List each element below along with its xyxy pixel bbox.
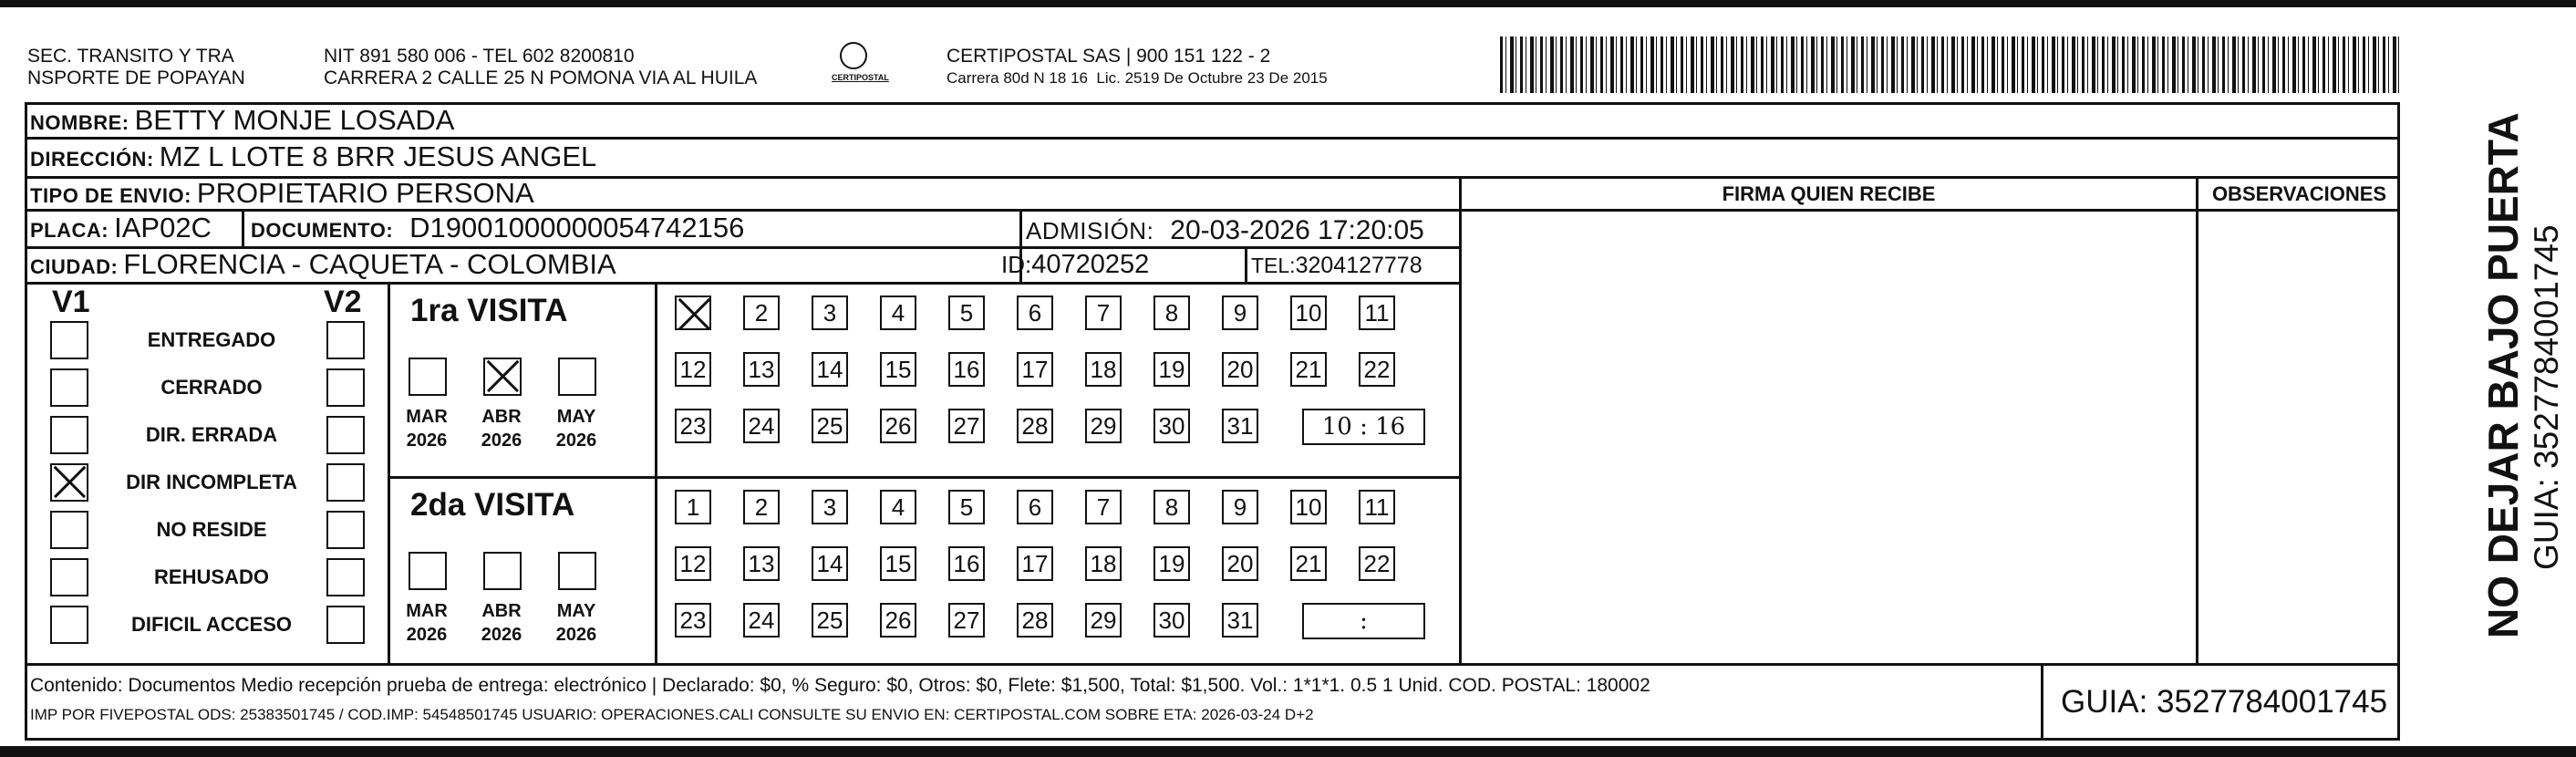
observations-area[interactable] (2198, 212, 2400, 663)
address-line: CARRERA 2 CALLE 25 N POMONA VIA AL HUILA (324, 67, 758, 88)
day-box[interactable]: 4 (880, 490, 916, 524)
day-box[interactable]: 25 (812, 409, 848, 443)
day-box[interactable]: 15 (880, 546, 916, 581)
month-name: MAY (556, 601, 596, 621)
time-box[interactable]: 10 : 16 (1302, 409, 1425, 445)
month-checkbox[interactable] (558, 358, 596, 396)
direccion-label: DIRECCIÓN: (30, 148, 154, 171)
id-row (1001, 250, 1149, 280)
id-label: ID: (1001, 251, 1032, 278)
month-name: ABR (481, 601, 522, 621)
admision-value: 20-03-2026 17:20:05 (1170, 215, 1424, 245)
nit-line: NIT 891 580 006 - TEL 602 8200810 (324, 46, 635, 67)
month-year: 2026 (406, 625, 448, 645)
day-box[interactable]: 21 (1290, 546, 1327, 581)
day-box[interactable]: 16 (948, 546, 985, 581)
day-box[interactable]: 19 (1154, 352, 1190, 387)
month-year: 2026 (555, 430, 597, 451)
placa-divider (242, 209, 244, 246)
day-box[interactable]: 26 (880, 409, 916, 443)
status-label: DIR INCOMPLETA (126, 471, 297, 493)
day-box[interactable]: 16 (948, 352, 985, 387)
tel-label: TEL: (1251, 254, 1296, 277)
v2-checkbox[interactable] (326, 368, 365, 407)
side-guia: GUIA: 3527784001745 (2528, 224, 2565, 570)
month-checkbox[interactable] (558, 552, 596, 590)
observaciones-header: OBSERVACIONES (2211, 182, 2387, 205)
ciudad-value: FLORENCIA - CAQUETA - COLOMBIA (123, 248, 616, 280)
v2-checkbox[interactable] (326, 558, 365, 596)
row-line (25, 137, 2400, 140)
status-visit-divider (388, 282, 390, 663)
month-name: MAR (406, 601, 448, 621)
day-box[interactable]: 24 (743, 409, 780, 443)
visit-title: 1ra VISITA (410, 293, 568, 328)
month-label (549, 405, 604, 452)
day-box[interactable]: 2 (743, 490, 780, 524)
day-box[interactable]: 5 (948, 490, 985, 524)
status-label: DIR. ERRADA (145, 423, 278, 446)
status-label: ENTREGADO (147, 328, 276, 351)
v1-checkbox[interactable] (50, 511, 88, 549)
day-box[interactable]: 29 (1085, 603, 1122, 638)
v2-checkbox[interactable] (326, 511, 365, 549)
company-address: Carrera 80d N 18 16 Lic. 2519 De Octubre 23 De 2015 (947, 69, 1328, 87)
day-box[interactable]: 23 (675, 409, 711, 443)
day-box[interactable]: 7 (1085, 296, 1122, 330)
status-label: NO RESIDE (156, 518, 267, 541)
day-box[interactable]: 14 (812, 546, 848, 581)
documento-value: D19001000000054742156 (409, 212, 745, 244)
barcode (1500, 36, 2403, 93)
tel-divider (1245, 246, 1247, 282)
visit-divider (388, 476, 1459, 479)
day-box[interactable]: 27 (948, 409, 985, 443)
day-box[interactable]: 11 (1359, 296, 1395, 330)
tipo-row (30, 177, 534, 210)
certipostal-logo-icon (840, 42, 867, 69)
ciudad-label: CIUDAD: (30, 255, 119, 278)
placa-value: IAP02C (114, 212, 212, 244)
status-label: CERRADO (160, 376, 263, 399)
day-box[interactable]: 14 (812, 352, 848, 387)
day-box[interactable]: 6 (1017, 490, 1053, 524)
day-box[interactable]: 19 (1154, 546, 1190, 581)
status-label: DIFICIL ACCESO (130, 613, 292, 636)
month-label (474, 599, 529, 647)
month-year: 2026 (481, 625, 522, 645)
month-name: MAR (406, 407, 448, 427)
month-checkbox[interactable] (409, 358, 447, 396)
placa-label: PLACA: (30, 219, 109, 242)
day-box[interactable]: 28 (1017, 409, 1053, 443)
top-border (0, 0, 2576, 7)
day-box[interactable]: 8 (1154, 296, 1190, 330)
v2-label: V2 (324, 285, 362, 319)
day-box[interactable]: 8 (1154, 490, 1190, 524)
day-box[interactable]: 18 (1085, 546, 1122, 581)
admision-label: ADMISIÓN: (1026, 217, 1154, 244)
v1-label: V1 (52, 285, 90, 319)
day-box[interactable]: 15 (880, 352, 916, 387)
day-box[interactable]: 26 (880, 603, 916, 638)
month-label (399, 405, 454, 452)
nombre-value: BETTY MONJE LOSADA (134, 104, 455, 136)
day-box[interactable]: 5 (948, 296, 985, 330)
footer-imp: IMP POR FIVEPOSTAL ODS: 25383501745 / COD.IMP: 54548501745 USUARIO: OPERACIONES.CALI CONSULTE SU ENVIO EN: CERTIPOSTAL.COM SOBRE ETA: 2026-03-24 D+2 (30, 706, 1314, 723)
day-box[interactable]: 31 (1222, 603, 1258, 638)
v2-checkbox[interactable] (326, 416, 365, 454)
day-box[interactable]: 13 (743, 352, 780, 387)
company-line: CERTIPOSTAL SAS | 900 151 122 - 2 (947, 46, 1271, 67)
ciudad-row (30, 248, 616, 281)
firma-header: FIRMA QUIEN RECIBE (1722, 182, 1936, 205)
day-box[interactable]: 22 (1359, 352, 1395, 387)
month-checkbox[interactable] (483, 358, 522, 396)
placa-row (30, 212, 212, 244)
months-days-divider (655, 282, 657, 663)
month-year: 2026 (406, 430, 448, 451)
day-box[interactable]: 11 (1359, 490, 1395, 524)
direccion-value: MZ L LOTE 8 BRR JESUS ANGEL (159, 140, 597, 172)
day-box[interactable]: 12 (675, 352, 711, 387)
visit-title: 2da VISITA (410, 487, 575, 523)
day-box[interactable]: 7 (1085, 490, 1122, 524)
day-box[interactable]: 18 (1085, 352, 1122, 387)
day-box[interactable]: 10 (1290, 296, 1327, 330)
day-box[interactable]: 28 (1017, 603, 1053, 638)
day-box[interactable]: 20 (1222, 352, 1258, 387)
side-warning: NO DEJAR BAJO PUERTA (2479, 112, 2527, 638)
day-box[interactable]: 3 (812, 296, 848, 330)
day-box[interactable]: 22 (1359, 546, 1395, 581)
day-box[interactable]: 17 (1017, 546, 1053, 581)
day-box[interactable]: 9 (1222, 490, 1258, 524)
day-box[interactable]: 3 (812, 490, 848, 524)
day-box[interactable]: 10 (1290, 490, 1327, 524)
month-year: 2026 (481, 430, 522, 451)
status-label: REHUSADO (154, 565, 269, 588)
month-name: ABR (481, 407, 522, 427)
signature-area[interactable] (1462, 212, 2196, 663)
tipo-value: PROPIETARIO PERSONA (196, 177, 534, 209)
footer-guia: GUIA: 3527784001745 (2061, 684, 2388, 720)
day-box[interactable]: 25 (812, 603, 848, 638)
time-box[interactable]: : (1302, 603, 1425, 639)
logo-text: CERTIPOSTAL (832, 73, 889, 82)
footer-contenido: Contenido: Documentos Medio recepción prueba de entrega: electrónico | Declarado: $0, % Seguro: $0, Otros: $0, Flete: $1,500, Total: $1,500. Vol.: 1*1*1. 0.5 1 Unid. COD. POSTAL: 180002 (30, 675, 1650, 696)
day-box[interactable]: 31 (1222, 409, 1258, 443)
nombre-row (30, 104, 454, 137)
v1-checkbox[interactable] (50, 606, 88, 644)
day-box[interactable]: 21 (1290, 352, 1327, 387)
day-box[interactable]: 17 (1017, 352, 1053, 387)
v1-checkbox[interactable] (50, 321, 88, 359)
id-value: 40720252 (1031, 250, 1150, 279)
v2-checkbox[interactable] (326, 606, 365, 644)
bottom-border (0, 746, 2576, 757)
month-label (399, 599, 454, 647)
month-label (549, 599, 604, 647)
tipo-label: TIPO DE ENVIO: (30, 184, 191, 207)
sender-name-1: SEC. TRANSITO Y TRA (27, 46, 234, 67)
v2-checkbox[interactable] (326, 463, 365, 502)
v1-checkbox[interactable] (50, 463, 88, 502)
day-box[interactable]: 2 (743, 296, 780, 330)
day-box[interactable]: 30 (1154, 409, 1190, 443)
tel-row (1251, 253, 1422, 279)
month-label (474, 405, 529, 452)
direccion-row (30, 140, 596, 173)
sender-name-2: NSPORTE DE POPAYAN (27, 67, 245, 88)
v1-checkbox[interactable] (50, 416, 88, 454)
day-box[interactable]: 13 (743, 546, 780, 581)
row-line (25, 282, 1461, 285)
day-box[interactable]: 23 (675, 603, 711, 638)
admision-row (1026, 215, 1424, 246)
day-box[interactable]: 9 (1222, 296, 1258, 330)
day-box[interactable]: 30 (1154, 603, 1190, 638)
day-box[interactable]: 4 (880, 296, 916, 330)
v2-checkbox[interactable] (326, 321, 365, 359)
day-box[interactable]: 20 (1222, 546, 1258, 581)
day-box[interactable]: 29 (1085, 409, 1122, 443)
day-box[interactable]: 12 (675, 546, 711, 581)
v1-checkbox[interactable] (50, 368, 88, 407)
tel-value: 3204127778 (1295, 253, 1422, 278)
month-year: 2026 (555, 625, 597, 645)
month-name: MAY (556, 407, 596, 427)
day-box[interactable]: 27 (948, 603, 985, 638)
documento-label: DOCUMENTO: (251, 219, 394, 242)
footer-divider (2041, 663, 2043, 741)
day-box[interactable]: 24 (743, 603, 780, 638)
footer-line (25, 663, 2400, 666)
day-box[interactable]: 6 (1017, 296, 1053, 330)
month-checkbox[interactable] (483, 552, 522, 590)
day-box[interactable] (675, 296, 711, 330)
day-box[interactable]: 1 (675, 490, 711, 524)
documento-row (251, 212, 744, 244)
nombre-label: NOMBRE: (30, 111, 129, 134)
month-checkbox[interactable] (409, 552, 447, 590)
v1-checkbox[interactable] (50, 558, 88, 596)
